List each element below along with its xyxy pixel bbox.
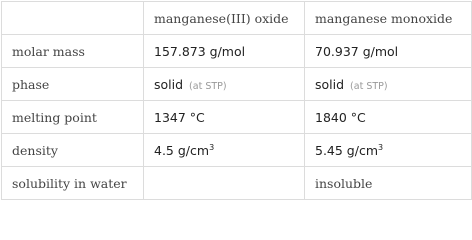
molar-mass-manganese-monoxide: 70.937 g/mol — [305, 35, 472, 68]
density-unit-exponent: 3 — [209, 142, 215, 152]
comparison-table — [1, 1, 472, 200]
row-label-molar-mass: molar mass — [2, 35, 144, 68]
density-manganese-monoxide: 5.45 g/cm — [315, 142, 379, 158]
phase-manganese-iii-oxide: solid — [154, 76, 184, 92]
table-row-melting-point — [2, 101, 472, 134]
melting-point-manganese-monoxide: 1840 °C — [305, 101, 472, 134]
row-label-melting-point: melting point — [2, 101, 144, 134]
solubility-manganese-monoxide: insoluble — [305, 167, 472, 200]
table-row-solubility — [2, 167, 472, 200]
phase-manganese-monoxide-cell — [305, 68, 472, 101]
density-manganese-monoxide-cell — [305, 134, 472, 167]
header-row — [2, 2, 472, 35]
row-label-density: density — [2, 134, 144, 167]
row-label-phase: phase — [2, 68, 144, 101]
density-manganese-iii-oxide: 4.5 g/cm — [154, 142, 210, 158]
phase-manganese-monoxide: solid — [315, 76, 345, 92]
density-unit-exponent: 3 — [378, 142, 384, 152]
melting-point-manganese-iii-oxide: 1347 °C — [144, 101, 305, 134]
corner-cell — [2, 2, 144, 35]
table-row-molar-mass — [2, 35, 472, 68]
density-manganese-iii-oxide-cell — [144, 134, 305, 167]
row-label-solubility-in-water: solubility in water — [2, 167, 144, 200]
phase-manganese-iii-oxide-cell — [144, 68, 305, 101]
molar-mass-manganese-iii-oxide: 157.873 g/mol — [144, 35, 305, 68]
table-row-density — [2, 134, 472, 167]
table-row-phase — [2, 68, 472, 101]
solubility-manganese-iii-oxide — [144, 167, 305, 200]
column-header-manganese-iii-oxide: manganese(III) oxide — [144, 2, 305, 35]
phase-condition-note: (at STP) — [189, 80, 227, 92]
column-header-manganese-monoxide: manganese monoxide — [305, 2, 472, 35]
phase-condition-note: (at STP) — [350, 80, 388, 92]
